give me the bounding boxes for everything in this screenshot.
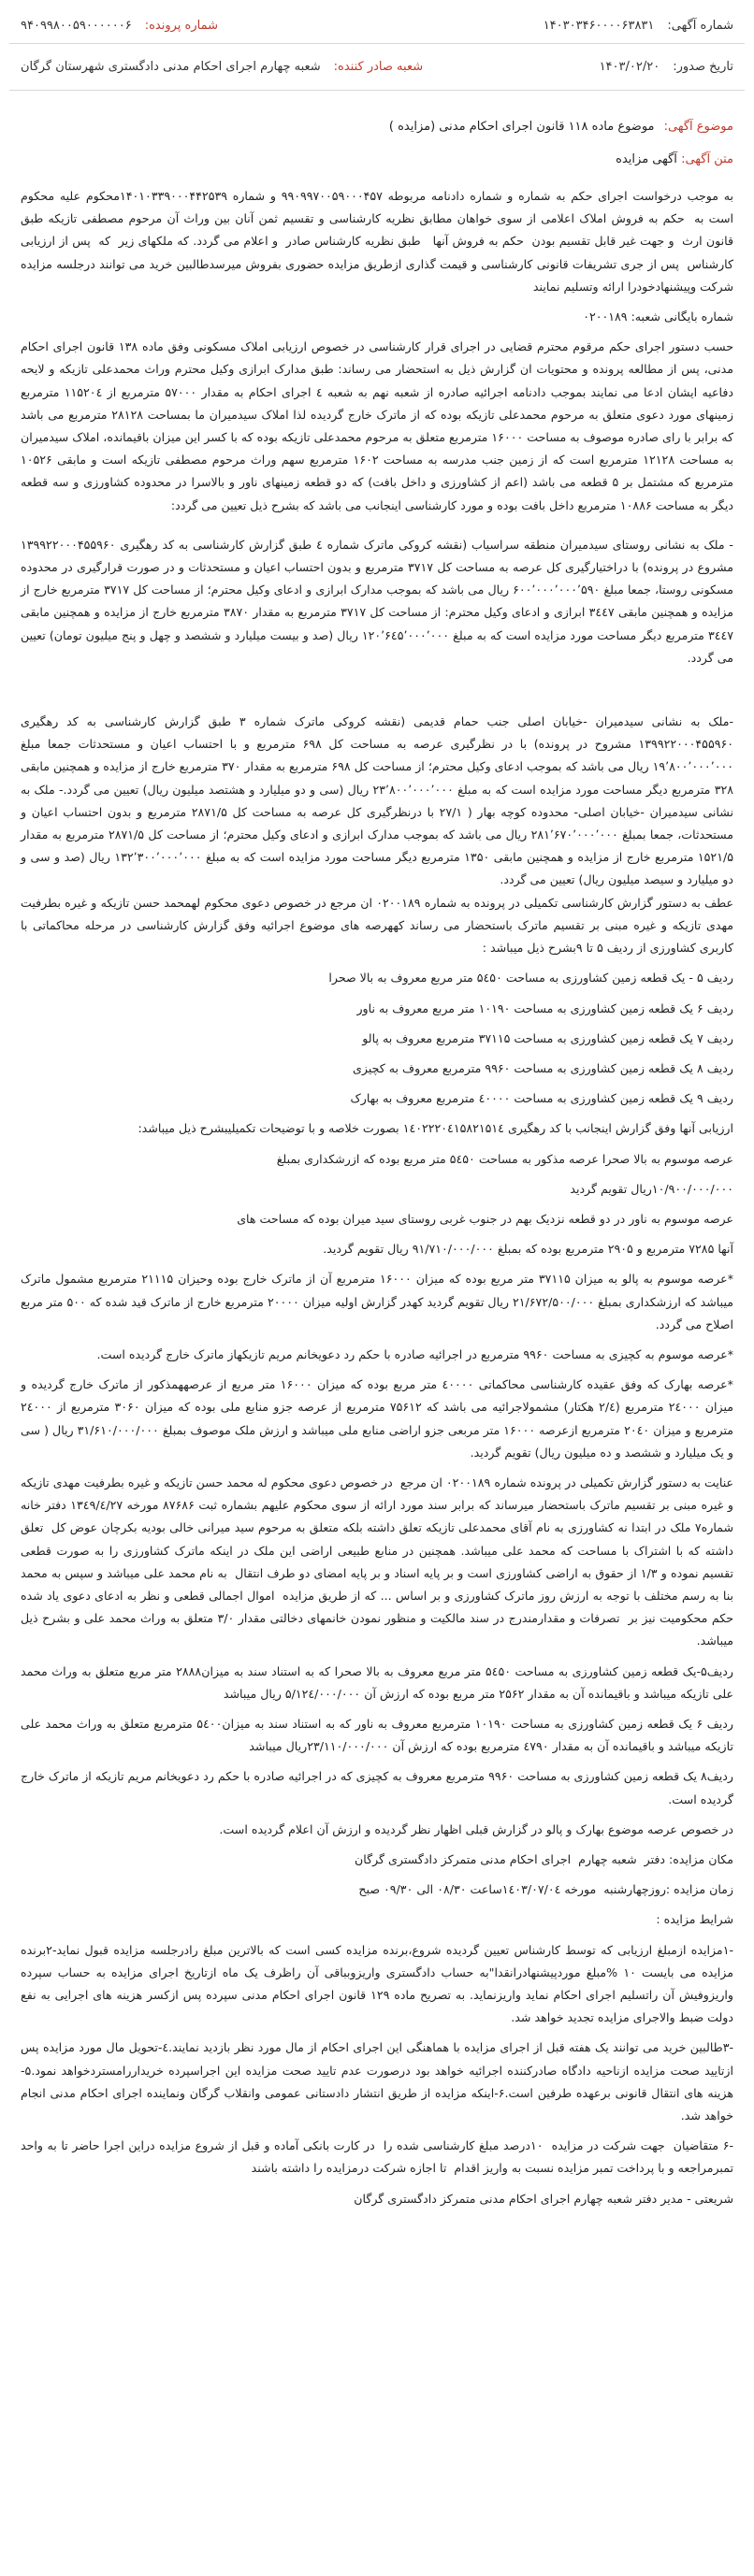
ad-number-cell	[544, 19, 733, 33]
baharak-palu-note: در خصوص عرصه موضوع بهارک و پالو در گزارش قبلی اظهار نظر گردیده و ارزش آن اعلام گردیده است.	[219, 1821, 733, 1836]
row-9: ردیف ۹ یک قطعه زمین کشاورزی به مساحت ٤۰۰۰۰ مترمربع معروف به بهارک	[350, 1091, 733, 1106]
text-heading-value: آگهی مزایده	[616, 152, 677, 166]
issue-date: ۱۴۰۳/۰۲/۲۰	[599, 59, 660, 74]
auction-location: مکان مزایده: دفتر شعبه چهارم اجرای احکام مدنی متمرکز دادگستری گرگان	[355, 1852, 733, 1866]
valuation-balasahra-amount: ۱۰/۹۰۰/۰۰۰/۰۰۰ریال تقویم گردید	[570, 1181, 733, 1196]
issue-date-label: تاریخ صدور:	[673, 59, 733, 74]
auction-terms-1-2: -۱مزایده ازمبلغ ارزیابی که توسط کارشناس تعیین گردیده شروع،برنده مزایده کسی است که بالاترین مبلغ رادرجلسه مزایده قبول نماید-۲برنده مزایده می بایست ۱۰ %مبلغ موردپیشنهادرانقدا"به حساب دادگستری واریزوبباقی آن راظرف یک ماه ازتاریخ اجرای مزایده به حساب سپرده واریزوفیش آن راتسلیم اجرای احکام نماید واریزنماید. به تصریح ماده ۱۲۹ قانون اجرای احکام مدنی سپرده پس ازکسر هزینه های اجرایی به نفع دولت ضبط والاجرای مزایده تجدید خواهد شد.	[16, 1942, 734, 2025]
text-heading-label: متن آگهی:	[681, 152, 733, 166]
row-6: ردیف ۶ یک قطعه زمین کشاورزی به مساحت ۱۰۱۹۰ متر مربع معروف به ناور	[356, 1000, 733, 1015]
spacer	[21, 669, 733, 703]
valuation-intro: ارزیابی آنها وفق گزارش اینجانب با کد رهگیری ۱٤۰۲۲۲۰٤۱۵۸۲۱۵۱٤ بصورت خلاصه و با توضیحات تکمیلیبشرح ذیل میباشد:	[138, 1121, 733, 1136]
valuation-naver-amount: آنها ۷۲۸۵ مترمربع و ۲۹۰۵ مترمربع بوده که بمبلغ ۹۱/۷۱۰/۰۰۰/۰۰۰ ریال تقویم گردید.	[323, 1242, 733, 1257]
subject-value: موضوع ماده ۱۱۸ قانون اجرای احکام مدنی (مزایده )	[388, 120, 655, 134]
announcement-body	[12, 185, 734, 2210]
archive-number: شماره بایگانی شعبه: ۰۲۰۰۱۸۹	[583, 309, 733, 324]
valuation-kechizi: *عرصه موسوم به کچیزی به مساحت ۹۹۶۰ مترمربع در اجرائیه صادره با حکم رد دعویخانم مریم تازیکهاز ماترک خارج گردیده است.	[96, 1346, 733, 1361]
row-8: ردیف ۸ یک قطعه زمین کشاورزی به مساحت ۹۹۶۰ مترمربع معروف به کچیزی	[353, 1060, 733, 1075]
auction-terms-title: شرایط مزایده :	[656, 1912, 733, 1927]
divider	[9, 90, 745, 91]
spacer	[21, 517, 733, 534]
auction-terms-6: -۶ متقاضیان جهت شرکت در مزایده ۱۰درصد مبلغ کارشناسی شده را در کارت بانکی آماده و قبل از شروع مزایده دراین اجرا حاضر تا به واحد تمبرمراجعه و با پرداخت تمبر مزایده نسبت به واریز اقدام تا اجازه شرکت درمزایده را داشته باشند	[16, 2138, 733, 2176]
header-row-branch	[21, 52, 733, 80]
subject-label: موضوع آگهی:	[663, 120, 733, 134]
branch-name: شعبه چهارم اجرای احکام مدنی دادگستری شهرستان گرگان	[21, 59, 321, 74]
spacer	[21, 328, 733, 336]
deed-row-6: ردیف ۶ یک قطعه زمین کشاورزی به مساحت ۱۰۱۹۰ مترمربع معروف به ناور که به استناد سند به میزان۵٤۰۰ مترمربع متعلق به وراث محمد علی تازیکه میباشد و باقیمانده آن به مقدار ٤۷۹۰ مترمربع بوده که ارزش آن ۲۳/۱۱۰/۰۰۰/۰۰۰ریال میباشد	[16, 1716, 733, 1754]
case-number: ۹۴۰۹۹۸۰۰۵۹۰۰۰۰۰۰۶	[21, 18, 132, 33]
header-row-numbers	[21, 11, 733, 39]
valuation-palu: *عرصه موسوم به پالو به میزان ۳۷۱۱۵ متر مربع بوده که میزان ۱۶۰۰۰ مترمربع آن از ماترک خارج بوده وحیزان ۲۱۱۱۵ مترمربع مشمول ماترک میباشد که ارزشکداری بمبلغ ۲۱/۶۷۲/۵۰۰/۰۰۰ ریال تقویم گردید کهدر گزارش اولیه میزان ۲۰۰۰۰ مترمربع خارج از ماترک قید شده که ۵۰۰ متر مربع اصلاح می گردد.	[16, 1272, 733, 1331]
paragraph-property-2-3: -ملک به نشانی سیدمیران -خیابان اصلی جنب حمام قدیمی (نقشه کروکی ماترک شماره ۳ طبق گزارش کارشناسی به کد رهگیری ۱۳۹۹۲۲۰۰۰۴۵۵۹۶۰ مشروح در پرونده) با در نظرگیری عرصه به مساحت کل ۶۹۸ مترمربع و با احتساب اعیان و مستحدثات جمعا مبلغ ۱۹٬۸۰۰٬۰۰۰٬۰۰۰ ریال می باشد که بموجب ادعای وکیل محترم؛ از مساحت کل ۶۹۸ مترمربع به مقدار ۳۷۰ مترمربع خارج از مزایده و همچنین مابقی ۳۲۸ مترمربع دیگر مساحت مورد مزایده است که به مبلغ ۲۳٬۸۰۰٬۰۰۰٬۰۰۰ ریال (سی و دو میلیارد و هشتصد میلیون ریال) تعیین می گردد.- ملک به نشانی سیدمیران -خیابان اصلی- محدوده کوچه بهار ( ۲۷/۱ با درنظرگیری کل عرصه به مساحت کل ۲۸۷۱/۵ مترمربع و بدون احتساب اعیان و مستحدثات، جمعا بمبلغ ۲۸۱٬۶۷۰٬۰۰۰٬۰۰۰ ریال می باشد که بموجب مدارک ابرازی و ادعای وکیل محترم؛ از مساحت کل ۲۸۷۱/۵ مترمربع به مقدار ۱۵۲۱/۵ مترمربع خارج از مزایده و همچنین مابقی ۱۳۵۰ مترمربع دیگر مساحت مورد مزایده است که به مبلغ ۱۳۲٬۳۰۰٬۰۰۰٬۰۰۰ ریال (صد و سی و دو میلیارد و سیصد میلیون ریال) تعیین می گردد.	[16, 714, 734, 887]
issue-date-cell	[600, 60, 733, 74]
ad-number-label: شماره آگهی:	[667, 18, 733, 33]
auction-time: زمان مزایده :روزچهارشنبه مورخه ۱٤۰۳/۰۷/۰٤ساعت ۰۸/۳۰ الی ۰۹/۳۰ صبح	[358, 1882, 733, 1897]
case-number-cell	[21, 19, 218, 33]
paragraph-intro: به موجب درخواست اجرای حکم به شماره و شماره دادنامه مربوطه ۹۹۰۹۹۷۰۰۵۹۰۰۰۴۵۷ و شماره ۱۴۰۱۰۳۳۹۰۰۰۴۴۲۵۳۹محکوم علیه محکوم است به حکم به فروش املاک اعلامی از سوی خواهان مطابق نظریه کارشناسی و تقسیم ثمن آنان بین وراث آن مرحوم مصطفی تازیکه طبق قانون ارث و جهت غیر قابل تقسیم بودن حکم به فروش آنها طبق نظریه کارشناس صادر و اعلام می گردد. که ملکهای زیر که پس از ارزیابی کارشناس پس از جری تشریفات قانونی کارشناسی و قیمت گذاری ازطریق مزایده حضوری بفروش میرسدطالبین خرید می توانند درجلسه مزایده شرکت وپیشنهادخودرا ارائه وتسلیم نمایند	[16, 189, 733, 294]
valuation-naver: عرصه موسوم به ناور در دو قطعه نزدیک بهم در جنوب غربی روستای سید میران بوده که مساحت های	[237, 1211, 733, 1226]
paragraph-property-1: - ملک به نشانی روستای سیدمیران منطقه سراسیاب (نقشه کروکی ماترک شماره ٤ طبق گزارش کارشناسی به کد رهگیری ۱۳۹۹۲۲۰۰۰۴۵۵۹۶۰ مشروع در پرونده) با دراختیارگیری کل عرصه به مساحت کل ۳۷۱۷ مترمربع و بدون احتساب اعیان و مستحدثات و در صورت قرارگیری در محدوده مسکونی روستا، جمعا مبلغ ۶۰۰٬۰۰۰٬۰۰۰٬۵۹۰ ریال می باشد که بموجب مدارک ابرازی و ادعای وکیل محترم؛ از مساحت کل ۳۷۱۷ مترمربع خارج از مزایده و همچنین مابقی ۳٤٤۷ ابرازی و ادعای وکیل محترم: از مساحت کل ۳۷۱۷ مترمربع به مقدار ۳۸۷۰ مترمربع خارج از مزایده و همچنین مابقی ۳٤٤۷ مترمربع دیگر مساحت مورد مزایده است که به مبلغ ۱۲۰٬۶٤۵٬۰۰۰٬۰۰۰ ریال (صد و بیست میلیارد و ششصد و چهل و پنج میلیون تومان) تعیین می گردد.	[16, 537, 733, 665]
branch-label: شعبه صادر کننده:	[333, 59, 424, 74]
paragraph-supplementary: عطف به دستور گزارش کارشناسی تکمیلی در پرونده به شماره ۰۲۰۰۱۸۹ ان مرجع در خصوص دعوی محکوم لهمحمد حسن تازیکه و غیره بطرفیت مهدی تازیکه و غیره مبنی بر تقسیم ماترک باستحضار می رساند کههرصه های موضوع اجرائیه وفق گزارش کارشناسی در مرحله محاکماتی با کاربری کشاورزی از ردیف ۵ تا ۹بشرح ذیل میباشد :	[16, 895, 733, 956]
deed-row-8: ردیف۸ یک قطعه زمین کشاورزی به مساحت ۹۹۶۰ مترمربع معروف به کچیزی که در اجرائیه صادره با حکم رد دعویخانم مریم تازیکه از ماترک خارج گردیده است.	[16, 1769, 733, 1806]
auction-terms-3-5: -۳طالبین خرید می توانند یک هفته قبل از اجرای مزایده با هماهنگی این اجرای احکام از مال مورد نظر بازدید نمایند.٤-تحویل مال مورد مزایده پس ازتایید صحت مزایده ازناحیه دادگاه صادرکننده اجرائیه خواهد بود درصورت عدم تایید صحت مزایده این اجراسپرده خریداررامستردخواهد نمود.۵-هزینه های انتقال قانونی برعهده طرفین است.۶-اینکه مزایده از طریق انتشار دادستانی عمومی وانقلاب گرگان ونماینده اجرای احکام مدنی انجام خواهد شد.	[16, 2040, 733, 2123]
spacer	[21, 703, 733, 711]
ad-number: ۱۴۰۳۰۳۴۶۰۰۰۰۶۳۸۳۱	[543, 18, 655, 33]
valuation-balasahra: عرصه موسوم به بالا صحرا عرصه مذکور به مساحت ۵٤۵۰ متر مربع بوده که ازرشکداری بمبلغ	[276, 1151, 733, 1166]
spacer	[21, 298, 733, 306]
deed-row-5: ردیف۵-یک قطعه زمین کشاورزی به مساحت ۵٤۵۰ متر مربع معروف به بالا صحرا که به استناد سند به میزان۲۸۸۸ متر مربع متعلق به وراث محمد علی تازیکه میباشد و باقیمانده آن به مقدار ۲۵۶۲ متر مربع بوده که ارزش آن ۵/۱۲٤/۰۰۰/۰۰۰ ریال میباشد	[16, 1663, 733, 1701]
branch-cell	[21, 60, 423, 74]
row-7: ردیف ۷ یک قطعه زمین کشاورزی به مساحت ۳۷۱۱۵ مترمربع معروف به پالو	[362, 1030, 733, 1045]
case-number-label: شماره پرونده:	[144, 18, 218, 33]
valuation-baharak: *عرصه بهارک که وفق عقیده کارشناسی محاکماتی ٤۰۰۰۰ متر مربع بوده که میزان ۱۶۰۰۰ متر مربع از عرصههمذکور از ماترک خارج گردیده و میزان ۲٤۰۰۰ مترمربع (۲/٤ هکتار) مشمولاجرائیه می باشد که ۷۵۶۱۲ مترمربع از عرصه جزو منابع ملی بوده که میزان ۳۰۶۰ مترمربع از ۲٤۰۰۰ مترمربع و میزان ۲۰٤۰ مترمربع ازعرصه ۱۶۰۰۰ متر مربعی جزو اراضی منابع ملی میباشد و ارزش ملک موصوف بمبلغ ۳۱/۶۱۰/۰۰۰/۰۰۰ ریال ( سی و یک میلیارد و ششصد و ده میلیون ریال) تقویم گردید.	[16, 1377, 734, 1460]
subject-line	[21, 120, 733, 134]
text-heading	[21, 152, 733, 166]
row-5: ردیف ۵ - یک قطعه زمین کشاورزی به مساحت ۵٤۵۰ متر مربع معروف به بالا صحرا	[328, 971, 733, 986]
divider	[9, 43, 745, 44]
paragraph-expert-report: حسب دستور اجرای حکم مرقوم محترم قضایی در اجرای قرار کارشناسی در خصوص ارزیابی املاک مسکونی وفق ماده ۱۳۸ قانون اجرای احکام مدنی، پس از مطالعه پرونده و محتویات ان گزارش ذیل به استحضار می رساند: طبق مدارک ابرازی وکیل محترم وراث محمدعلی تازیکه و لایحه دفاعیه ایشان ادعا می نمایند بموجب دادنامه اجرائیه صادره از شعبه نهم به شعبه ٤ اجرای احکام به مقدار ۵۷۰۰۰ مترمربع از ۱۱۵۲۰٤ مترمربع زمینهای مورد دعوی متعلق به مرحوم محمدعلی تازیکه بوده که از ماترک خارج گردیده لذا املاک سیدمیران ما بمساحت ۲۸۱۲۸ مترمربع می باشد که برابر با رای صادره موصوف به مساحت ۱۶۰۰۰ مترمربع متعلق به مرحوم محمدعلی تازیکه بوده که با کسر این میزان باقیمانده، املاک سیدمیران به مساحت ۱۲۱۲۸ مترمربع است که از زمین جنب مدرسه به مساحت ۱۶۰۲ مترمربع سهم وراث مرحوم مصطفی تازیکه است و مابقی ۱۰۵۲۶ مترمربع که مشتمل بر ۵ قطعه می باشد (اعم از کشاورزی و داخل بافت) که دو قطعه زمینهای ناور و بالاسرا در محدوده کشاورزی و سه قطعه دیگر به مساحت ۱۰۸۸۶ مترمربع داخل بافت بوده و مورد کارشناسی اینجانب می باشد که بشرح ذیل تعیین می گردد:	[16, 339, 734, 512]
signature-line: شریعتی - مدیر دفتر شعبه چهارم اجرای احکام مدنی متمرکز دادگستری گرگان	[354, 2191, 733, 2206]
paragraph-deed-report: عنایت به دستور گزارش تکمیلی در پرونده شماره ۰۲۰۰۱۸۹ ان مرجع در خصوص دعوی محکوم له محمد حسن تازیکه و غیره بطرفیت مهدی تازیکه و غیره مبنی بر تقسیم ماترک باستحضار میرساند که برابر سند مورد ارائه از سوی محکوم علیهم بشماره ثبت ۸۷۶۸۶ مورخه ۱۳٤۹/٤/۲۷ دفتر خانه شماره۷ ملک در ابتدا نه کشاورزی به نام آقای محمدعلی تازیکه تعلق داشته بلکه متعلق به مرحوم سید میرانی خالی بودیه بکرچان عوض کل تعلق داشته که با اشتراک با مساحت که محمد علی میباشد. همچنین در منابع طبیعی اراضی این ملک در اینکه ماترک کشاورزی را به صورت قطعی تقسیم نموده و ۱/۳ از حقوق به اراضی کشاورزی است و بر پایه اسناد و بر پایه امضای دو طرف انتقال به نام محمد علی میباشد و سپس به محمد بنا به رسم مختلف با توجه به ارزش روز ماترک کشاورزی و بر اساس ... که از طریق مزایده اموال اجمالی قطعی و نظر به ادعای دعوی یاد شده حکم محکومیت نیز بر تصرفات و مقدارمندرج در سند مالکیت و منظور نمودن خانمهای دخالتی مقدار ۳/۰ متعلق به وراث محمد علی و بشرح ذیل میباشد.	[12, 1475, 734, 1648]
